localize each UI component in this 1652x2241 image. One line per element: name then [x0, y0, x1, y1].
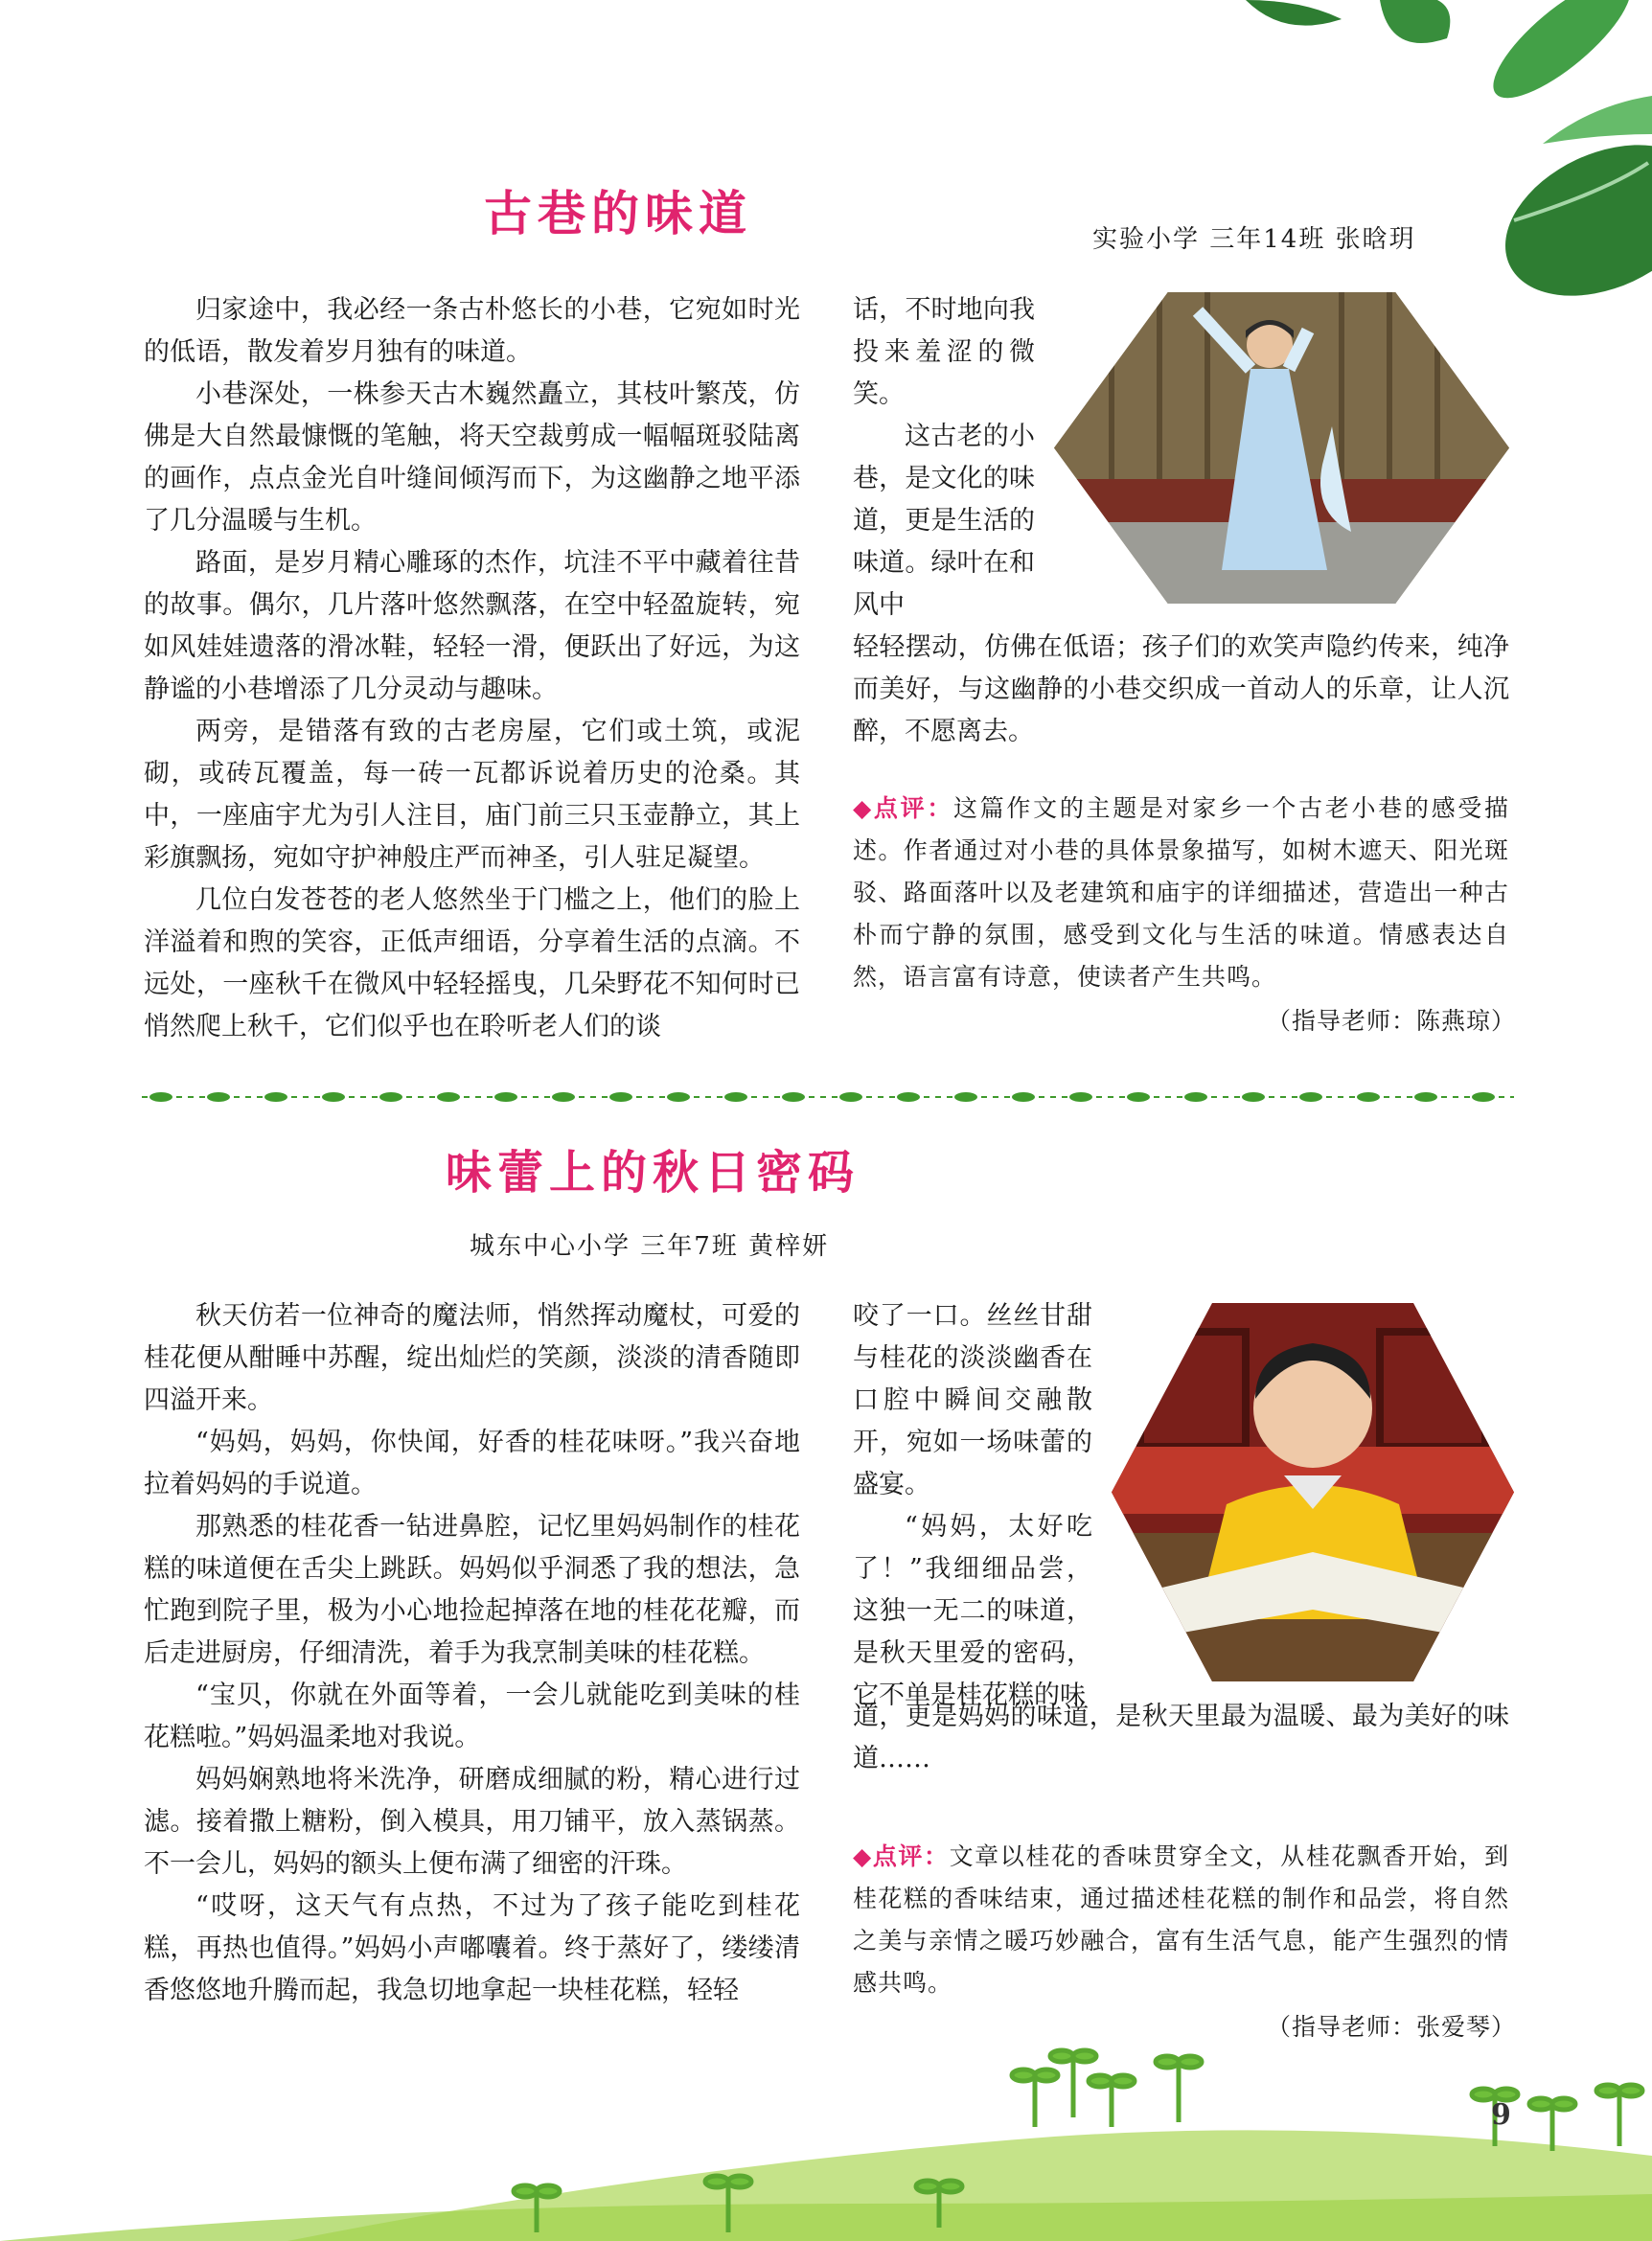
girl-reading-photo	[1112, 1303, 1514, 1681]
article2-right-wide	[853, 1696, 1509, 1780]
article1-guide-teacher: （指导老师：陈燕琼）	[1267, 1007, 1517, 1035]
paragraph: 这古老的小巷，是文化的味道，更是生活的味道。绿叶在和风中	[853, 422, 1035, 620]
paragraph: “哎呀，这天气有点热，不过为了孩子能吃到桂花糕，再热也值得。”妈妈小声嘟囔着。终于蒸好了，缕缕清香悠悠地升腾而起，我急切地拿起一块桂花糕，轻轻	[144, 1891, 800, 2005]
page-number: 9	[1491, 2098, 1511, 2132]
article1-right-narrow	[853, 289, 1035, 627]
tropical-leaves-decoration	[1227, 0, 1652, 326]
grass-sprouts-decoration	[0, 2012, 1652, 2241]
article2-title: 味蕾上的秋日密码	[446, 1146, 860, 1200]
article1-comment	[853, 788, 1509, 998]
paragraph: 咬了一口。丝丝甘甜与桂花的淡淡幽香在口腔中瞬间交融散开，宛如一场味蕾的盛宴。	[853, 1301, 1092, 1499]
paragraph: “妈妈，太好吃了！”我细细品尝，这独一无二的味道，是秋天里爱的密码，它不单是桂花糕的味	[853, 1512, 1092, 1710]
paragraph: 两旁，是错落有致的古老房屋，它们或土筑，或泥砌，或砖瓦覆盖，每一砖一瓦都诉说着历史的沧桑。其中，一座庙宇尤为引人注目，庙门前三只玉壶静立，其上彩旗飘扬，宛如守护神般庄严而神圣，引人驻足凝望。	[144, 717, 800, 873]
article1-left-column	[144, 289, 800, 1048]
comment-text: 这篇作文的主题是对家乡一个古老小巷的感受描述。作者通过对小巷的具体景象描写，如树木遮天、阳光斑驳、路面落叶以及老建筑和庙宇的详细描述，营造出一种古朴而宁静的氛围，感受到文化与生活的味道。情感表达自然，语言富有诗意，使读者产生共鸣。	[853, 794, 1509, 991]
paragraph: 归家途中，我必经一条古朴悠长的小巷，它宛如时光的低语，散发着岁月独有的味道。	[144, 295, 800, 367]
paragraph: “妈妈，妈妈，你快闻，好香的桂花味呀。”我兴奋地拉着妈妈的手说道。	[144, 1428, 800, 1499]
paragraph: 话，不时地向我投来羞涩的微笑。	[853, 295, 1035, 409]
article2-right-narrow	[853, 1295, 1092, 1717]
article2-guide-teacher: （指导老师：张爱琴）	[1267, 2013, 1517, 2041]
paragraph: 秋天仿若一位神奇的魔法师，悄然挥动魔杖，可爱的桂花便从酣睡中苏醒，绽出灿烂的笑颜，淡淡的清香随即四溢开来。	[144, 1301, 800, 1415]
paragraph: 路面，是岁月精心雕琢的杰作，坑洼不平中藏着往昔的故事。偶尔，几片落叶悠然飘落，在空中轻盈旋转，宛如风娃娃遗落的滑冰鞋，轻轻一滑，便跃出了好远，为这静谧的小巷增添了几分灵动与趣味。	[144, 548, 800, 704]
paragraph: 那熟悉的桂花香一钻进鼻腔，记忆里妈妈制作的桂花糕的味道便在舌尖上跳跃。妈妈似乎洞悉了我的想法，急忙跑到院子里，极为小心地捡起掉落在地的桂花花瓣，而后走进厨房，仔细清洗，着手为我烹制美味的桂花糕。	[144, 1512, 800, 1668]
article2-byline: 城东中心小学 三年7班 黄梓妍	[470, 1232, 830, 1261]
paragraph: 几位白发苍苍的老人悠然坐于门槛之上，他们的脸上洋溢着和煦的笑容，正低声细语，分享着生活的点滴。不远处，一座秋千在微风中轻轻摇曳，几朵野花不知何时已悄然爬上秋千，它们似乎也在聆听老人们的谈	[144, 885, 800, 1041]
comment-label: ◆点评：	[853, 794, 954, 822]
leaf-divider	[142, 1085, 1514, 1109]
article1-byline: 实验小学 三年14班 张晗玥	[1092, 225, 1416, 254]
article2-comment	[853, 1836, 1509, 2004]
article2-left-column	[144, 1295, 800, 2012]
paragraph: 小巷深处，一株参天古木巍然矗立，其枝叶繁茂，仿佛是大自然最慷慨的笔触，将天空裁剪成一幅幅斑驳陆离的画作，点点金光自叶缝间倾泻而下，为这幽静之地平添了几分温暖与生机。	[144, 379, 800, 536]
article1-title: 古巷的味道	[484, 186, 752, 241]
paragraph: 妈妈娴熟地将米洗净，研磨成细腻的粉，精心进行过滤。接着撒上糖粉，倒入模具，用刀铺平，放入蒸锅蒸。不一会儿，妈妈的额头上便布满了细密的汗珠。	[144, 1765, 800, 1879]
comment-label: ◆点评：	[853, 1842, 950, 1870]
article1-right-wide	[853, 627, 1509, 753]
girl-dancing-photo	[1054, 292, 1509, 604]
paragraph: “宝贝，你就在外面等着，一会儿就能吃到美味的桂花糕啦。”妈妈温柔地对我说。	[144, 1681, 800, 1752]
paragraph: 道，更是妈妈的味道，是秋天里最为温暖、最为美好的味道……	[853, 1702, 1509, 1773]
paragraph: 轻轻摆动，仿佛在低语；孩子们的欢笑声隐约传来，纯净而美好，与这幽静的小巷交织成一首动人的乐章，让人沉醉，不愿离去。	[853, 632, 1509, 746]
comment-text: 文章以桂花的香味贯穿全文，从桂花飘香开始，到桂花糕的香味结束，通过描述桂花糕的制作和品尝，将自然之美与亲情之暖巧妙融合，富有生活气息，能产生强烈的情感共鸣。	[853, 1842, 1509, 1997]
